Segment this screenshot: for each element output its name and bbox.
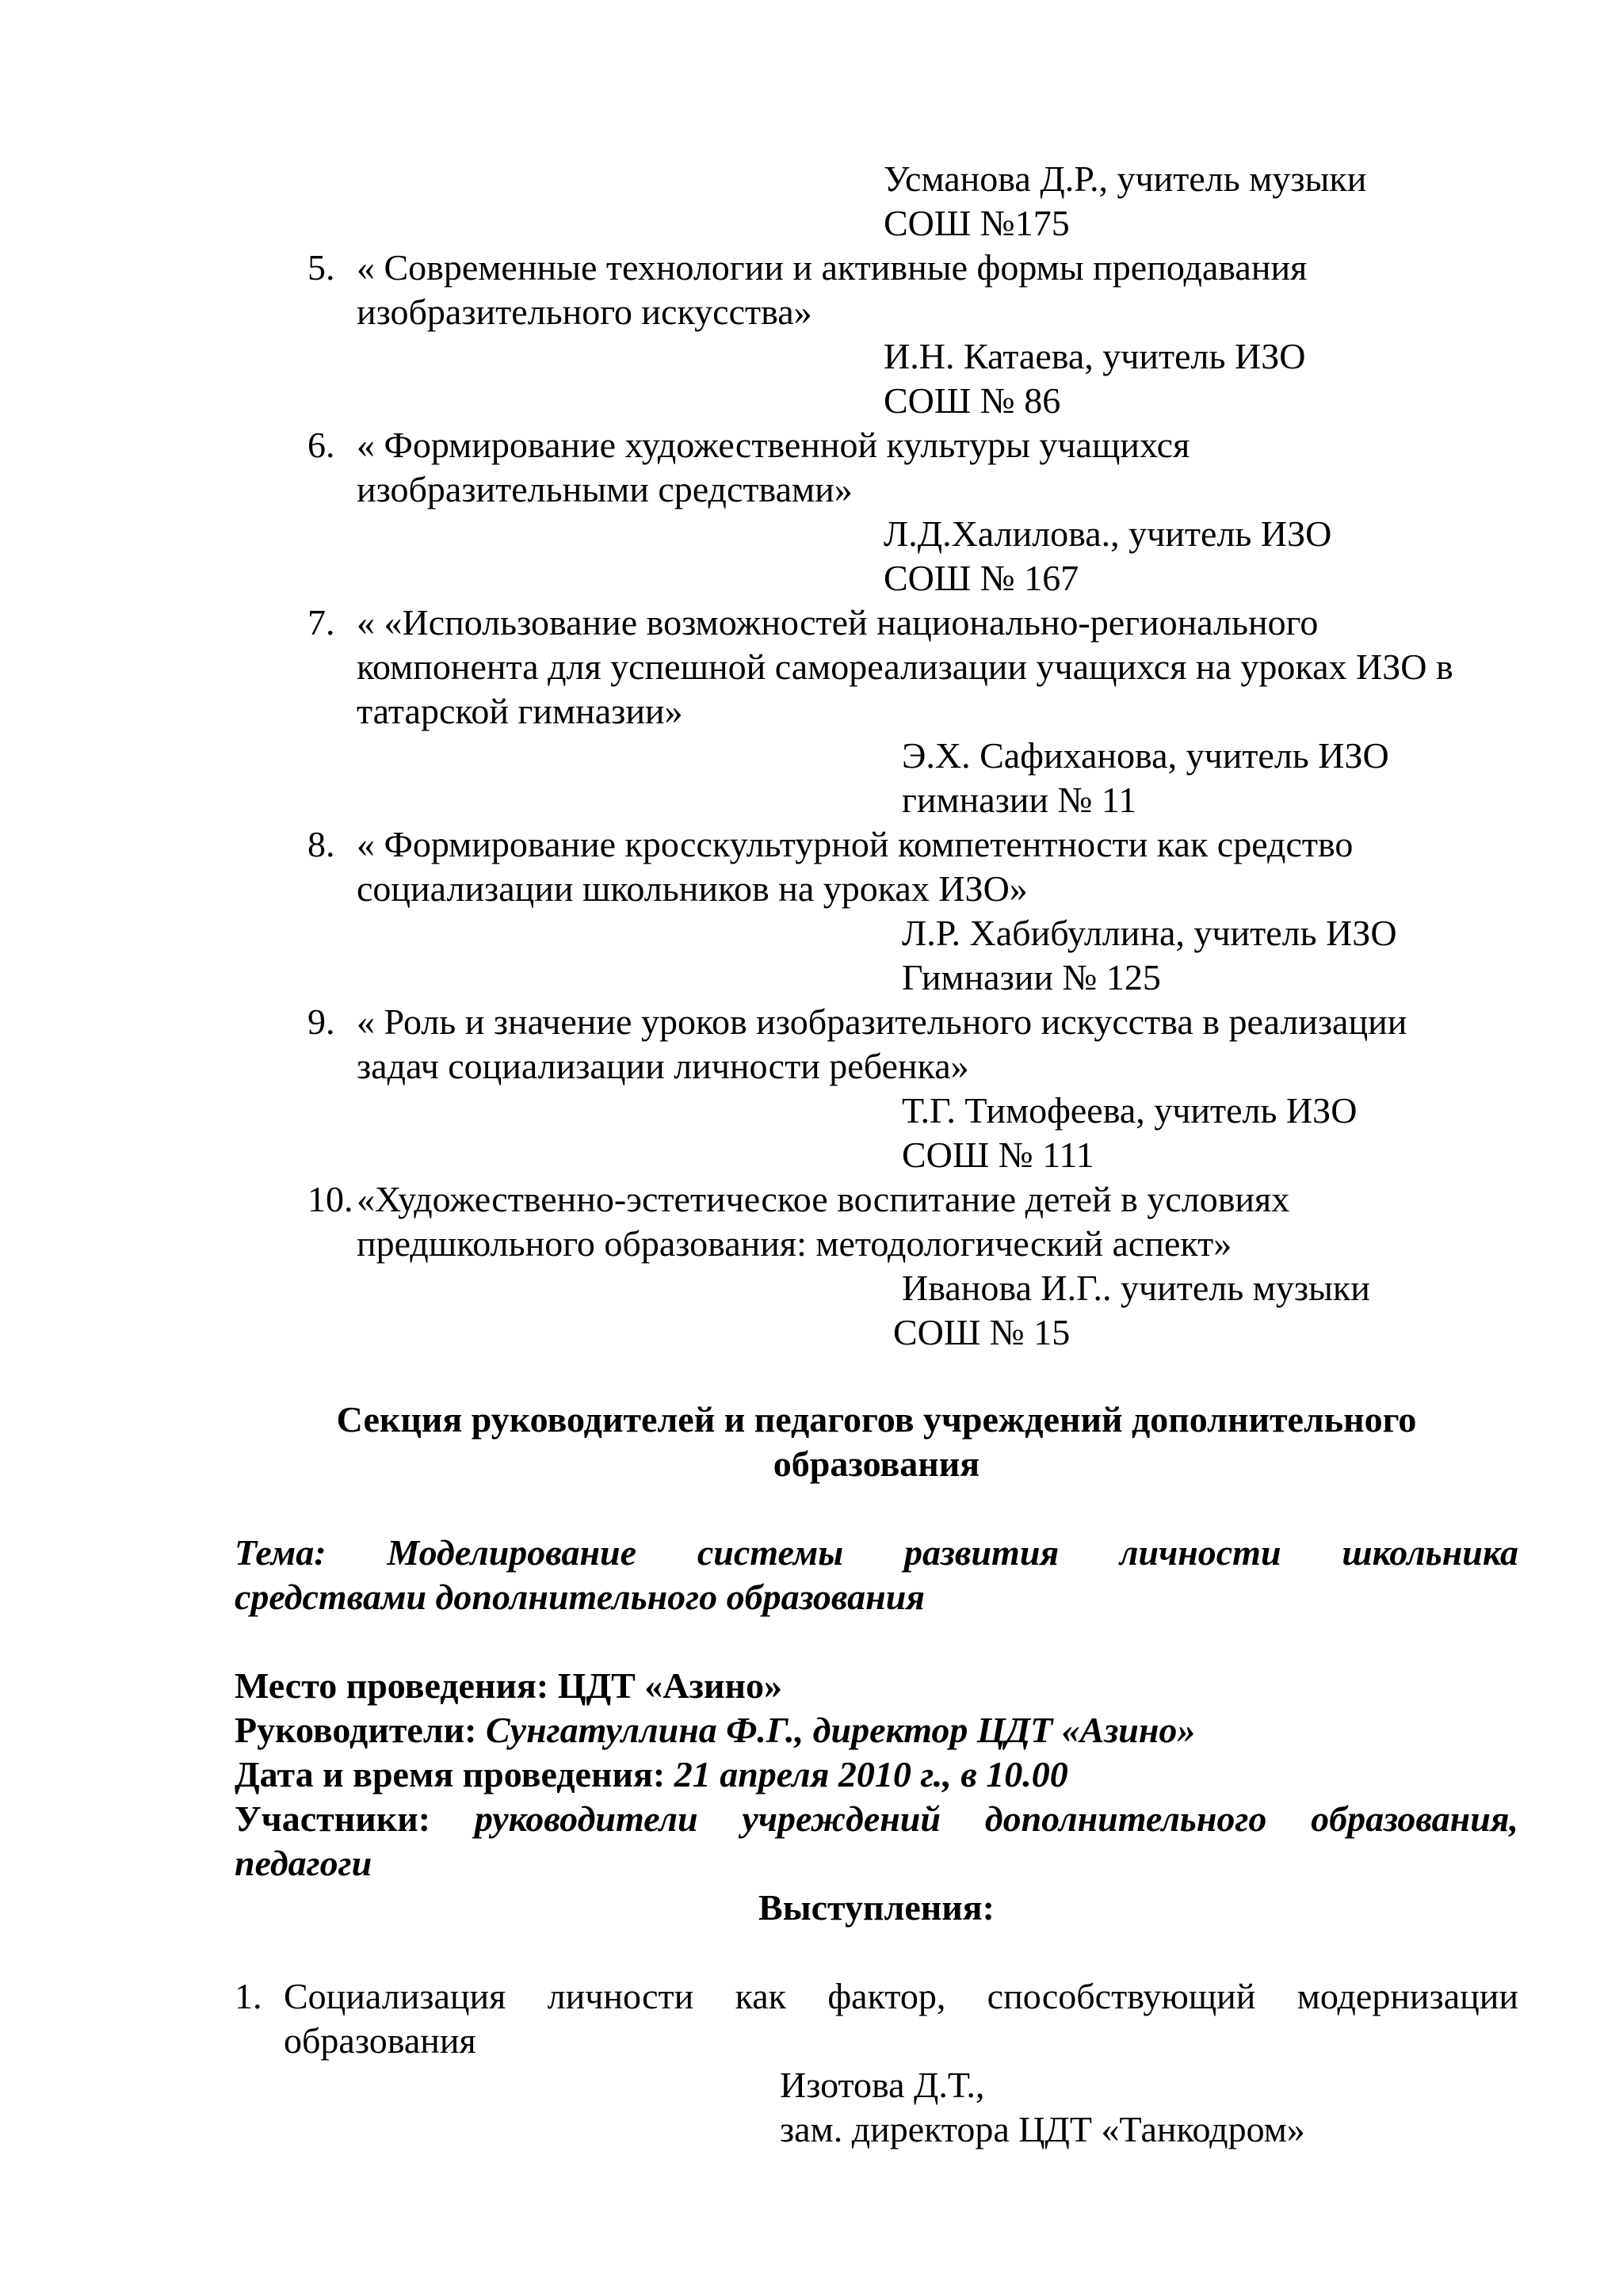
participants-label: Участники: bbox=[235, 1798, 431, 1839]
item-title-line: социализации школьников на уроках ИЗО» bbox=[357, 868, 1028, 909]
author-name: Э.Х. Сафиханова, учитель ИЗО bbox=[902, 735, 1389, 776]
item-title-line: « Формирование художественной культуры учащихся bbox=[357, 425, 1190, 465]
author-school: СОШ № 111 bbox=[902, 1135, 1094, 1175]
author-name: Иванова И.Г.. учитель музыки bbox=[902, 1268, 1370, 1308]
participants-value: руководители учреждений дополнительного образования, bbox=[474, 1798, 1518, 1839]
section-title: Секция руководителей и педагогов учреждений дополнительного bbox=[336, 1399, 1417, 1440]
item-title-line: компонента для успешной самореализации учащихся на уроках ИЗО в bbox=[357, 646, 1453, 687]
datetime-line bbox=[235, 1753, 1068, 1796]
speaker-position: зам. директора ЦДТ «Танкодром» bbox=[780, 2109, 1305, 2149]
author-school: Гимназии № 125 bbox=[902, 957, 1161, 997]
item-title-line: « Роль и значение уроков изобразительного искусства в реализации bbox=[357, 1001, 1407, 1042]
author-name: Усманова Д.Р., учитель музыки bbox=[884, 158, 1367, 199]
participants-line bbox=[235, 1797, 1518, 1840]
section-title: образования bbox=[773, 1444, 980, 1484]
leaders-label: Руководители: bbox=[235, 1710, 477, 1750]
author-school: СОШ № 86 bbox=[884, 380, 1061, 421]
speech-title-line: образования bbox=[284, 2020, 476, 2061]
author-name: Л.Д.Халилова., учитель ИЗО bbox=[884, 513, 1332, 554]
author-school: гимназии № 11 bbox=[902, 780, 1137, 820]
author-school: СОШ №175 bbox=[884, 203, 1070, 243]
leaders-line bbox=[235, 1708, 1195, 1752]
theme-value: Моделирование системы развития личности школьника bbox=[387, 1532, 1519, 1573]
author-name: И.Н. Катаева, учитель ИЗО bbox=[884, 336, 1306, 376]
item-title-line: « «Использование возможностей национально-регионального bbox=[357, 602, 1319, 643]
item-title-line: « Современные технологии и активные формы преподавания bbox=[357, 247, 1308, 288]
theme-line bbox=[235, 1531, 1518, 1574]
item-number: 7. bbox=[307, 602, 335, 643]
theme-line: средствами дополнительного образования bbox=[235, 1577, 925, 1617]
datetime-value: 21 апреля 2010 г., в 10.00 bbox=[674, 1754, 1068, 1794]
item-number: 6. bbox=[307, 425, 335, 465]
author-school: СОШ № 167 bbox=[884, 558, 1079, 598]
item-number: 10. bbox=[307, 1179, 353, 1219]
item-title-line: татарской гимназии» bbox=[357, 691, 683, 731]
venue: Место проведения: ЦДТ «Азино» bbox=[235, 1665, 783, 1706]
item-title-line: задач социализации личности ребенка» bbox=[357, 1046, 969, 1086]
speech-title-line: Социализация личности как фактор, способствующий модернизации bbox=[284, 1976, 1518, 2016]
leaders-value: Сунгатуллина Ф.Г., директор ЦДТ «Азино» bbox=[485, 1710, 1196, 1750]
datetime-label: Дата и время проведения: bbox=[235, 1754, 666, 1794]
speeches-heading: Выступления: bbox=[758, 1887, 995, 1928]
item-title-line: изобразительными средствами» bbox=[357, 469, 853, 509]
speaker-name: Изотова Д.Т., bbox=[780, 2065, 985, 2105]
author-name: Л.Р. Хабибуллина, учитель ИЗО bbox=[902, 913, 1397, 953]
author-school: СОШ № 15 bbox=[893, 1312, 1071, 1352]
item-number: 8. bbox=[307, 824, 335, 864]
item-title-line: изобразительного искусства» bbox=[357, 292, 812, 332]
item-number: 5. bbox=[307, 247, 335, 288]
participants-value: педагоги bbox=[235, 1843, 372, 1883]
theme-label: Тема: bbox=[235, 1532, 327, 1573]
item-title-line: « Формирование кросскультурной компетентности как средство bbox=[357, 824, 1354, 864]
author-name: Т.Г. Тимофеева, учитель ИЗО bbox=[902, 1090, 1358, 1131]
item-title-line: «Художественно-эстетическое воспитание детей в условиях bbox=[357, 1179, 1290, 1219]
item-title-line: предшкольного образования: методологический аспект» bbox=[357, 1223, 1232, 1264]
speech-number: 1. bbox=[235, 1976, 262, 2016]
item-number: 9. bbox=[307, 1001, 335, 1042]
